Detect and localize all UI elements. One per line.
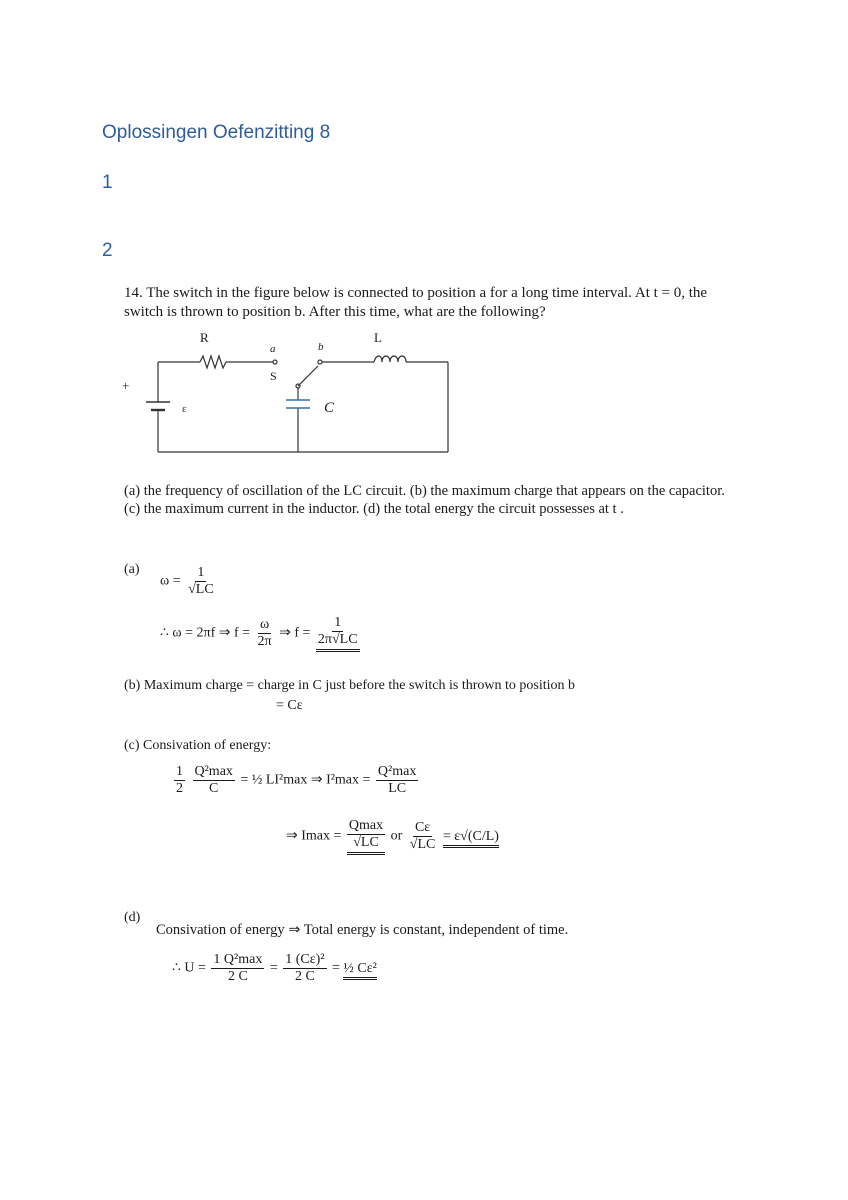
label-R: R xyxy=(200,330,209,345)
circuit-diagram xyxy=(118,328,458,458)
label-C: C xyxy=(324,400,335,416)
label-emf: ε xyxy=(182,403,187,415)
part-a-omega-formula: ω = $\frac{1}{√LC}$ xyxy=(160,565,214,597)
part-a-label: (a) xyxy=(124,562,140,577)
problem-statement: 14. The switch in the figure below is connected to position a for a long time interval. At t = 0, the switch is thrown to position b. After this time, what are the following? xyxy=(124,285,708,320)
part-c-energy-equation: $\frac{1}{2}$ $\frac{\text{Q²max}}{C}$ = ½ LI²max ⇒ I²max = $\frac{\text{Q²max}}{LC}$ xyxy=(176,764,417,796)
section-number-1: 1 xyxy=(102,172,113,193)
section-number-2: 2 xyxy=(102,240,113,261)
part-c-label: (c) Consivation of energy: xyxy=(124,738,272,753)
problem-parts: (a) the frequency of oscillation of the LC circuit. (b) the maximum charge that appears on the capacitor. (c) the maximum current in the inductor. (d) the total energy the circuit possesses at t . xyxy=(124,483,725,517)
label-S: S xyxy=(270,369,277,383)
document-title: Oplossingen Oefenzitting 8 xyxy=(102,122,331,143)
part-b-line1: (b) Maximum charge = charge in C just before the switch is thrown to position b xyxy=(124,678,576,693)
part-c-current-equation: ⇒ Imax = $\frac{Qmax}{√LC}$ or $\frac{C\varepsilon}{√LC}$ = ε√(C/L) xyxy=(286,818,499,855)
part-d-label: (d) xyxy=(124,910,141,925)
label-a: a xyxy=(270,343,276,355)
label-plus: + xyxy=(122,378,130,393)
label-L: L xyxy=(374,330,382,345)
part-a-frequency-formula: ∴ ω = 2πf ⇒ f = $\frac{\omega}{2\pi}$ ⇒ f = $\frac{1}{2\pi√LC}$ xyxy=(160,615,362,652)
label-b: b xyxy=(318,341,324,353)
part-d-text: Consivation of energy ⇒ Total energy is constant, independent of time. xyxy=(156,922,569,938)
part-b-line2: = Cε xyxy=(276,698,303,713)
part-d-energy-equation: ∴ U = $\frac{\text{1 Q²max}}{2 C}$ = $\frac{\text{1 (Cε)²}}{2 C}$ = ½ Cε² xyxy=(172,952,377,984)
